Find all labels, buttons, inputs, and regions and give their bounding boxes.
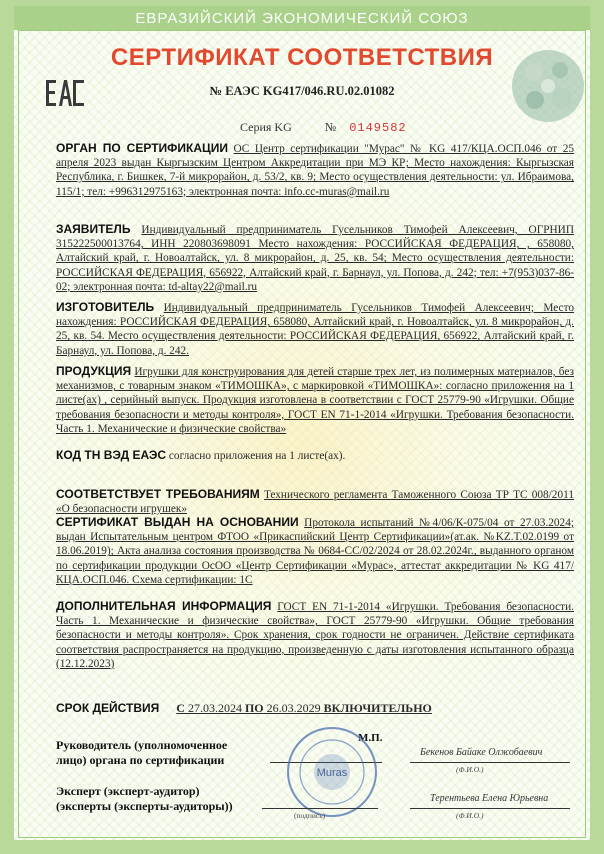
validity-from-label: С [176,701,185,715]
additional-section [56,599,574,671]
conforms-section [56,487,574,516]
expert-fio-caption: (Ф.И.О.) [456,811,484,820]
series-number-sign: № [324,120,337,134]
applicant-heading: ЗАЯВИТЕЛЬ [56,222,131,236]
head-name-line [410,762,570,763]
expert-label-line1: Эксперт (эксперт-аудитор) [56,784,200,798]
stamp-text: Muras [316,767,348,779]
series-number: 0149582 [349,121,407,135]
organ-text: ОС Центр сертификации "Мурас" № KG 417/КЦА.ОСП.046 от 25 апреля 2023 выдан Кыргызским Центром Аккредитации при МЭ КР; Место нахождения: Кыргызская Республика, г. Бишкек, 7-й микрорайон, д. 53/2, кв. 9; Место осуществления деятельности: ул. Ибраимова, 115/1; тел: +996312975163; электронная почта: info.cc-muras@mail.ru [56,143,574,198]
organization-stamp-icon [284,724,383,820]
basis-section [56,515,574,587]
basis-heading: СЕРТИФИКАТ ВЫДАН НА ОСНОВАНИИ [56,515,299,529]
head-label-line1: Руководитель (уполномоченное [56,738,228,752]
validity-to-label: ПО [244,701,264,715]
expert-signature-line [262,808,378,809]
applicant-section [56,222,574,294]
organ-heading: ОРГАН ПО СЕРТИФИКАЦИИ [56,141,229,155]
manufacturer-text: Индивидуальный предприниматель Гусельников Тимофей Алексеевич; Место нахождения: РОССИЙСКАЯ ФЕДЕРАЦИЯ, 658080, Алтайский край, г. Новоалтайск, ул. 8 микрорайон, д. 25, кв. 54. Место осуществления деятельности: РОССИЙСКАЯ ФЕДЕРАЦИЯ, 656922, Алтайский край, г. Барнаул, ул. Попова, д. 242. [56,302,575,357]
validity-suffix: ВКЛЮЧИТЕЛЬНО [323,701,432,715]
expert-signature-caption: (подпись) [294,811,326,820]
expert-name: Терентьева Елена Юрьевна [430,793,549,804]
applicant-text: Индивидуальный предприниматель Гусельников Тимофей Алексеевич, ОГРНИП 315222500013764, ИНН 220803698091 Место нахождения: РОССИЙСКАЯ ФЕДЕРАЦИЯ, , 658080, Алтайский край, г. Новоалтайск, ул. 8 микрорайон, д. 25, кв. 54; Место осуществления деятельности: РОССИЙСКАЯ ФЕДЕРАЦИЯ, 656922, Алтайский край, г. Барнаул, ул. Попова, д. 242; тел: +7(953)037-86-02; электронная почта: td-altay22@mail.ru [56,224,574,293]
head-name: Бекенов Байаке Олжобаевич [420,747,543,758]
product-heading: ПРОДУКЦИЯ [56,364,132,378]
manufacturer-heading: ИЗГОТОВИТЕЛЬ [56,300,155,314]
mp-label: М.П. [358,732,383,744]
product-section [56,364,574,436]
validity-from-date: 27.03.2024 [187,701,242,715]
basis-text: Протокола испытаний №4/06/К-075/04 от 27.03.2024; выдан Испытательным центром ФТОО «Прикаспийский Центр Сертификации»(ат.ак. №KZ.T.02.0199 от 18.06.2019); Акта анализа состояния производства № 0684-СС/02/2024 от 28.02.2024г., выданного органом по сертификации продукции ОсОО «Центр Сертификации «Мурас», аттестат аккредитации № KG 417/КЦА.ОСП.046. Схема сертификации: 1С [56,517,574,586]
tnved-text: согласно приложения на 1 листе(ах). [168,450,346,462]
series-line [240,120,407,135]
conforms-text: Технического регламента Таможенного Союза ТР ТС 008/2011 «О безопасности игрушек» [56,489,574,516]
head-fio-caption: (Ф.И.О.) [456,765,484,774]
additional-text: ГОСТ EN 71-1-2014 «Игрушки. Требования безопасности. Часть 1. Механические и физические свойства», ГОСТ 25779-90 «Игрушки. Общие требования безопасности и методы контроля». Срок хранения, срок годности не ограничен. Действие сертификата соответствия распространяется на продукцию, произведенную с даты изготовления испытанного образца (12.12.2023) [56,601,574,670]
expert-label-line2: (эксперты (эксперты-аудиторы)) [56,799,233,813]
certificate-number: № ЕАЭС KG417/046.RU.02.01082 [209,84,395,98]
head-label-line2: лицо) органа по сертификации [56,753,225,767]
additional-heading: ДОПОЛНИТЕЛЬНАЯ ИНФОРМАЦИЯ [56,599,272,613]
head-label [56,738,227,768]
certificate-title: СЕРТИФИКАТ СООТВЕТСТВИЯ [110,44,494,71]
validity-to-date: 26.03.2029 [266,701,321,715]
expert-label [56,784,233,814]
series-label: Серия KG [240,120,292,134]
validity-section [56,701,574,715]
product-text: Игрушки для конструирования для детей старше трех лет, из полимерных материалов, без механизмов, с товарным знаком «ТИМОШКА», с маркировкой «ТИМОШКА»: согласно приложения на 1 листе(ах) , серийный выпуск. Продукция изготовлена в соответствии с ГОСТ 25779-90 «Игрушки. Общие требования безопасности и методы контроля», ГОСТ EN 71-1-2014 «Игрушки. Требования безопасности. Часть 1. Механические и физические свойства» [56,366,574,435]
validity-heading: СРОК ДЕЙСТВИЯ [56,701,160,715]
tnved-section [56,448,574,463]
conforms-heading: СООТВЕТСТВУЕТ ТРЕБОВАНИЯМ [56,487,260,501]
manufacturer-section [56,300,574,358]
union-banner: ЕВРАЗИЙСКИЙ ЭКОНОМИЧЕСКИЙ СОЮЗ [14,6,590,30]
tnved-heading: КОД ТН ВЭД ЕАЭС [56,448,167,462]
organ-section [56,141,574,199]
expert-name-line [410,808,570,809]
